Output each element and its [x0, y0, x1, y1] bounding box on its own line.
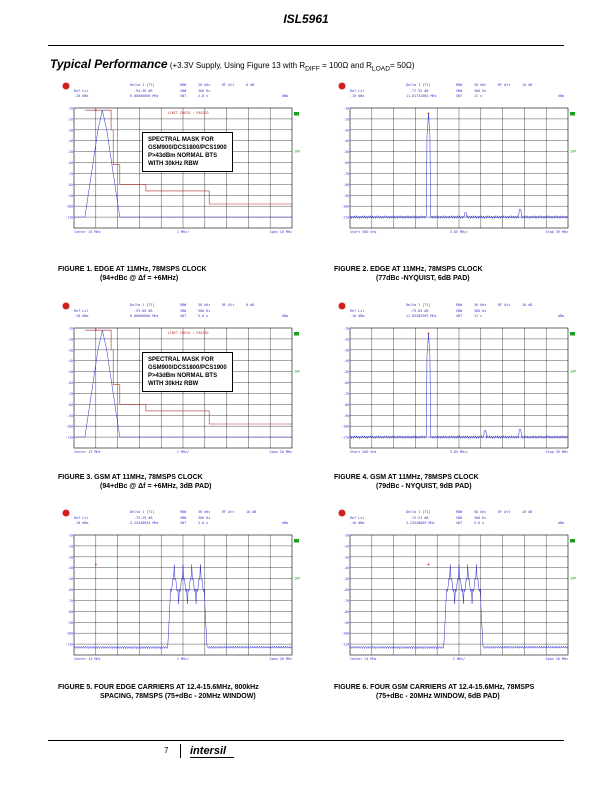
ref-lvl-value: -10 dBm — [74, 521, 89, 525]
y-tick-label: -50 — [67, 150, 73, 155]
rf-att-label: RF Att — [222, 303, 235, 307]
y-tick-label: -40 — [343, 139, 349, 144]
rf-att-label: RF Att — [222, 83, 235, 87]
swt-label: SWT — [180, 94, 187, 98]
spectrum-plot-2 — [336, 80, 582, 240]
rbw-label: RBW — [456, 83, 463, 87]
y-tick-label: -60 — [67, 588, 73, 593]
rdiff-sub: DIFF — [305, 65, 320, 73]
y-tick-label: -50 — [343, 370, 349, 375]
y-tick-label: -60 — [343, 588, 349, 593]
x-left-label: Center 15 MHz — [74, 450, 101, 454]
limit-check-text: LIMIT CHECK : PASSED — [167, 331, 209, 335]
page-number: 7 — [164, 746, 169, 755]
y-tick-label: -110 — [65, 435, 73, 440]
ref-lvl-value: -10 dBm — [74, 314, 89, 318]
vbw-value: 300 Hz — [474, 89, 487, 93]
delta-freq: 3.23448089 MHz — [406, 521, 435, 525]
y-tick-label: -20 — [67, 117, 73, 122]
y-tick-label: -110 — [341, 215, 349, 220]
y-tick-label: -30 — [67, 128, 73, 133]
section-title: Typical Performance — [50, 57, 168, 71]
swt-value: 5.6 s — [474, 521, 485, 525]
limit-check-text: LIMIT CHECK : PASSED — [167, 111, 209, 115]
y-tick-label: -60 — [67, 381, 73, 386]
caption-line-1: FIGURE 4. GSM AT 11MHz, 78MSPS CLOCK — [334, 474, 479, 481]
instrument-icon — [339, 510, 346, 517]
rbw-label: RBW — [456, 510, 463, 514]
y-tick-label: -70 — [343, 598, 349, 603]
caption-line-1: FIGURE 5. FOUR EDGE CARRIERS AT 12.4-15.6MHz, 800kHz — [58, 684, 259, 691]
figure-5 — [60, 507, 306, 667]
marker-point — [95, 109, 97, 111]
ref-lvl-label: Ref Lvl — [350, 516, 365, 520]
figure-1 — [60, 80, 306, 240]
conditions-3: = 50Ω) — [390, 61, 415, 70]
y-tick-label: -20 — [343, 117, 349, 122]
x-mid-label: 1 MHz/ — [176, 230, 190, 234]
x-right-label: Stop 39 MHz — [545, 450, 568, 454]
marker-badge — [294, 539, 299, 543]
mask-text-line: WITH 30kHz RBW — [148, 381, 199, 387]
caption-line-2: (75+dBc - 20MHz WINDOW, 6dB PAD) — [376, 693, 500, 700]
y-tick-label: -40 — [343, 566, 349, 571]
y-tick-label: -10 — [343, 106, 349, 111]
y-tick-label: -90 — [343, 620, 349, 625]
y-tick-label: -80 — [343, 182, 349, 187]
instrument-icon — [339, 303, 346, 310]
y-tick-label: -30 — [343, 128, 349, 133]
marker-point — [428, 113, 430, 115]
y-tick-label: -20 — [343, 544, 349, 549]
instrument-icon — [63, 303, 70, 310]
y-tick-label: -10 — [343, 326, 349, 331]
rf-att-label: RF Att — [222, 510, 235, 514]
y-tick-label: -50 — [67, 370, 73, 375]
y-tick-label: -110 — [341, 642, 349, 647]
y-tick-label: -10 — [67, 326, 73, 331]
y-tick-label: -40 — [67, 566, 73, 571]
delta-freq: 3.23448094 MHz — [130, 521, 159, 525]
marker-badge — [570, 539, 575, 543]
caption-line-2: SPACING, 78MSPS (75+dBc - 20MHz WINDOW) — [100, 693, 256, 700]
marker-point — [95, 564, 97, 566]
marker-badge — [294, 332, 299, 336]
y-tick-label: -80 — [343, 609, 349, 614]
footer-separator — [180, 744, 181, 758]
y-tick-label: -70 — [67, 598, 73, 603]
rf-att-label: RF Att — [498, 83, 511, 87]
vbw-value: 300 Hz — [474, 309, 487, 313]
delta-label: Delta 1 [T1] — [130, 83, 155, 87]
ref-lvl-value: -10 dBm — [350, 521, 365, 525]
y-tick-label: -20 — [67, 337, 73, 342]
y-tick-label: -100 — [341, 204, 349, 209]
x-right-label: Span 20 MHz — [269, 657, 292, 661]
mask-text-line: P>43dBm NORMAL BTS — [148, 373, 218, 379]
delta-value: -75.53 dB — [410, 516, 429, 520]
delta-label: Delta 1 [T1] — [406, 83, 431, 87]
vbw-label: VBW — [180, 309, 187, 313]
delta-value: -75.29 dB — [134, 516, 153, 520]
y-tick-label: -50 — [67, 577, 73, 582]
footer-rule — [48, 740, 564, 741]
rf-att-label: RF Att — [498, 303, 511, 307]
y-tick-label: -40 — [67, 359, 73, 364]
ref-lvl-label: Ref Lvl — [74, 309, 89, 313]
instrument-icon — [63, 83, 70, 90]
vbw-value: 300 Hz — [198, 89, 211, 93]
intersil-logo: intersil — [190, 745, 227, 757]
swt-value: 11 s — [474, 314, 483, 318]
mask-text-line: GSM900/DCS1800/PCS1900 — [148, 365, 227, 371]
unit-label: dBm — [557, 314, 564, 318]
rf-att-value: 10 dB — [246, 510, 257, 514]
y-tick-label: -90 — [67, 620, 73, 625]
y-tick-label: -100 — [341, 631, 349, 636]
unit-label: dBm — [281, 314, 288, 318]
unit-label: dBm — [557, 94, 564, 98]
marker-label: 1AP — [570, 149, 577, 154]
marker-badge — [570, 332, 575, 336]
marker-badge — [570, 112, 575, 116]
conditions-1: (+3.3V Supply, Using Figure 13 with R — [169, 61, 306, 70]
y-tick-label: -60 — [67, 161, 73, 166]
instrument-icon — [339, 83, 346, 90]
x-left-label: Center 14 MHz — [74, 657, 101, 661]
delta-label: Delta 1 [T1] — [406, 303, 431, 307]
y-tick-label: -110 — [341, 435, 349, 440]
figure-2 — [336, 80, 582, 240]
ref-lvl-value: -10 dBm — [350, 314, 365, 318]
header-rule — [48, 45, 564, 46]
y-tick-label: -80 — [67, 402, 73, 407]
swt-value: 2.8 s — [198, 94, 209, 98]
delta-label: Delta 1 [T1] — [130, 303, 155, 307]
caption-line-1: FIGURE 3. GSM AT 11MHz, 78MSPS CLOCK — [58, 474, 203, 481]
x-right-label: Span 20 MHz — [545, 657, 568, 661]
rbw-label: RBW — [180, 510, 187, 514]
ref-lvl-value: -10 dBm — [350, 94, 365, 98]
swt-value: 11 s — [474, 94, 483, 98]
figure-6 — [336, 507, 582, 667]
delta-label: Delta 1 [T1] — [130, 510, 155, 514]
figure-caption-1 — [58, 265, 318, 283]
marker-label: 1AP — [294, 369, 301, 374]
ref-lvl-label: Ref Lvl — [74, 516, 89, 520]
swt-label: SWT — [180, 314, 187, 318]
vbw-label: VBW — [456, 309, 463, 313]
caption-line-1: FIGURE 6. FOUR GSM CARRIERS AT 12.4-15.6MHz, 78MSPS — [334, 684, 535, 691]
marker-point — [428, 564, 430, 566]
rbw-value: 30 kHz — [474, 510, 487, 514]
mask-text-line: SPECTRAL MASK FOR — [148, 137, 214, 143]
y-tick-label: -80 — [67, 609, 73, 614]
y-tick-label: -60 — [343, 381, 349, 386]
y-tick-label: -100 — [341, 424, 349, 429]
y-tick-label: -10 — [343, 533, 349, 538]
delta-label: Delta 1 [T1] — [406, 510, 431, 514]
delta-value: -79.03 dB — [410, 309, 429, 313]
y-tick-label: -100 — [65, 631, 73, 636]
caption-line-2: (77dBc -NYQUIST, 6dB PAD) — [376, 275, 470, 282]
x-left-label: Center 15 MHz — [74, 230, 101, 234]
rbw-value: 30 kHz — [198, 510, 211, 514]
x-mid-label: 1 MHz/ — [176, 450, 190, 454]
vbw-label: VBW — [180, 89, 187, 93]
y-tick-label: -40 — [343, 359, 349, 364]
rf-att-value: 0 dB — [246, 303, 255, 307]
x-mid-label: 3.85 MHz/ — [449, 450, 469, 454]
rbw-label: RBW — [456, 303, 463, 307]
figure-3 — [60, 300, 306, 460]
marker-badge — [294, 112, 299, 116]
mask-text-line: WITH 30kHz RBW — [148, 161, 199, 167]
unit-label: dBm — [281, 94, 288, 98]
y-tick-label: -90 — [343, 193, 349, 198]
rf-att-value: 10 dB — [522, 83, 533, 87]
y-tick-label: -60 — [343, 161, 349, 166]
x-right-label: Stop 39 MHz — [545, 230, 568, 234]
figure-caption-6 — [334, 683, 594, 701]
rbw-value: 30 kHz — [198, 303, 211, 307]
y-tick-label: -90 — [343, 413, 349, 418]
vbw-label: VBW — [180, 516, 187, 520]
swt-label: SWT — [456, 314, 463, 318]
conditions-2: = 100Ω and R — [319, 61, 372, 70]
delta-freq: 6.00000000 MHz — [130, 94, 159, 98]
x-left-label: Center 14 MHz — [350, 657, 377, 661]
marker-point — [428, 333, 430, 335]
spectral-mask-callout — [142, 132, 233, 172]
y-tick-label: -30 — [67, 555, 73, 560]
y-tick-label: -20 — [67, 544, 73, 549]
x-left-label: Start 500 kHz — [350, 230, 377, 234]
ref-lvl-label: Ref Lvl — [350, 89, 365, 93]
ref-lvl-label: Ref Lvl — [350, 309, 365, 313]
marker-point — [95, 329, 97, 331]
y-tick-label: -110 — [65, 642, 73, 647]
rf-att-value: 0 dB — [246, 83, 255, 87]
spectrum-plot-5 — [60, 507, 306, 667]
delta-freq: 11.81732064 MHz — [406, 94, 437, 98]
section-subtitle — [50, 57, 414, 73]
vbw-value: 300 Hz — [198, 309, 211, 313]
marker-label: 1AP — [294, 576, 301, 581]
rf-att-value: 10 dB — [522, 303, 533, 307]
mask-text-line: P>43dBm NORMAL BTS — [148, 153, 218, 159]
vbw-label: VBW — [456, 516, 463, 520]
marker-label: 1AP — [294, 149, 301, 154]
y-tick-label: -100 — [65, 424, 73, 429]
mask-text-line: GSM900/DCS1800/PCS1900 — [148, 145, 227, 151]
y-tick-label: -70 — [67, 171, 73, 176]
vbw-value: 300 Hz — [474, 516, 487, 520]
swt-label: SWT — [180, 521, 187, 525]
rf-att-label: RF Att — [498, 510, 511, 514]
unit-label: dBm — [557, 521, 564, 525]
rbw-value: 30 kHz — [474, 83, 487, 87]
instrument-icon — [63, 510, 70, 517]
y-tick-label: -30 — [67, 348, 73, 353]
y-tick-label: -110 — [65, 215, 73, 220]
swt-value: 5.6 s — [198, 521, 209, 525]
rbw-label: RBW — [180, 303, 187, 307]
figure-4 — [336, 300, 582, 460]
delta-value: -93.86 dB — [134, 309, 153, 313]
y-tick-label: -50 — [343, 577, 349, 582]
y-tick-label: -70 — [343, 391, 349, 396]
rload-sub: LOAD — [371, 65, 391, 73]
y-tick-label: -70 — [343, 171, 349, 176]
spectrum-plot-4 — [336, 300, 582, 460]
caption-line-2: (94+dBc @ Δf = +6MHz) — [100, 275, 179, 282]
y-tick-label: -40 — [67, 139, 73, 144]
y-tick-label: -10 — [67, 533, 73, 538]
caption-line-2: (79dBc - NYQUIST, 9dB PAD) — [376, 483, 472, 490]
x-mid-label: 2 MHz/ — [176, 657, 190, 661]
rbw-value: 30 kHz — [198, 83, 211, 87]
x-left-label: Start 500 kHz — [350, 450, 377, 454]
delta-freq: 6.00000000 MHz — [130, 314, 159, 318]
y-tick-label: -80 — [67, 182, 73, 187]
caption-line-1: FIGURE 1. EDGE AT 11MHz, 78MSPS CLOCK — [58, 266, 207, 273]
vbw-label: VBW — [456, 89, 463, 93]
spectrum-plot-6 — [336, 507, 582, 667]
y-tick-label: -30 — [343, 555, 349, 560]
y-tick-label: -70 — [67, 391, 73, 396]
spectral-mask-callout — [142, 352, 233, 392]
header-title: ISL5961 — [283, 12, 329, 26]
swt-value: 5.6 s — [198, 314, 209, 318]
y-tick-label: -90 — [67, 193, 73, 198]
page-header — [0, 10, 612, 28]
x-mid-label: 3.85 MHz/ — [449, 230, 469, 234]
marker-label: 1AP — [570, 576, 577, 581]
y-tick-label: -90 — [67, 413, 73, 418]
y-tick-label: -80 — [343, 402, 349, 407]
y-tick-label: -30 — [343, 348, 349, 353]
mask-text-line: SPECTRAL MASK FOR — [148, 357, 214, 363]
unit-label: dBm — [281, 521, 288, 525]
x-right-label: Span 10 MHz — [269, 450, 292, 454]
y-tick-label: -50 — [343, 150, 349, 155]
figure-caption-5 — [58, 683, 318, 701]
delta-value: -94.38 dB — [134, 89, 153, 93]
delta-freq: 11.85485963 MHz — [406, 314, 437, 318]
y-tick-label: -10 — [67, 106, 73, 111]
caption-line-1: FIGURE 2. EDGE AT 11MHz, 78MSPS CLOCK — [334, 266, 483, 273]
rbw-value: 30 kHz — [474, 303, 487, 307]
y-tick-label: -20 — [343, 337, 349, 342]
ref-lvl-value: -10 dBm — [74, 94, 89, 98]
marker-label: 1AP — [570, 369, 577, 374]
ref-lvl-label: Ref Lvl — [74, 89, 89, 93]
figure-caption-2 — [334, 265, 594, 283]
y-tick-label: -100 — [65, 204, 73, 209]
x-mid-label: 2 MHz/ — [452, 657, 466, 661]
rf-att-value: 10 dB — [522, 510, 533, 514]
delta-value: -77.92 dB — [410, 89, 429, 93]
rbw-label: RBW — [180, 83, 187, 87]
vbw-value: 300 Hz — [198, 516, 211, 520]
caption-line-2: (94+dBc @ Δf = +6MHz, 3dB PAD) — [100, 483, 212, 490]
figure-caption-4 — [334, 473, 594, 491]
figure-caption-3 — [58, 473, 318, 491]
swt-label: SWT — [456, 521, 463, 525]
x-right-label: Span 10 MHz — [269, 230, 292, 234]
swt-label: SWT — [456, 94, 463, 98]
logo-underline — [190, 757, 234, 758]
